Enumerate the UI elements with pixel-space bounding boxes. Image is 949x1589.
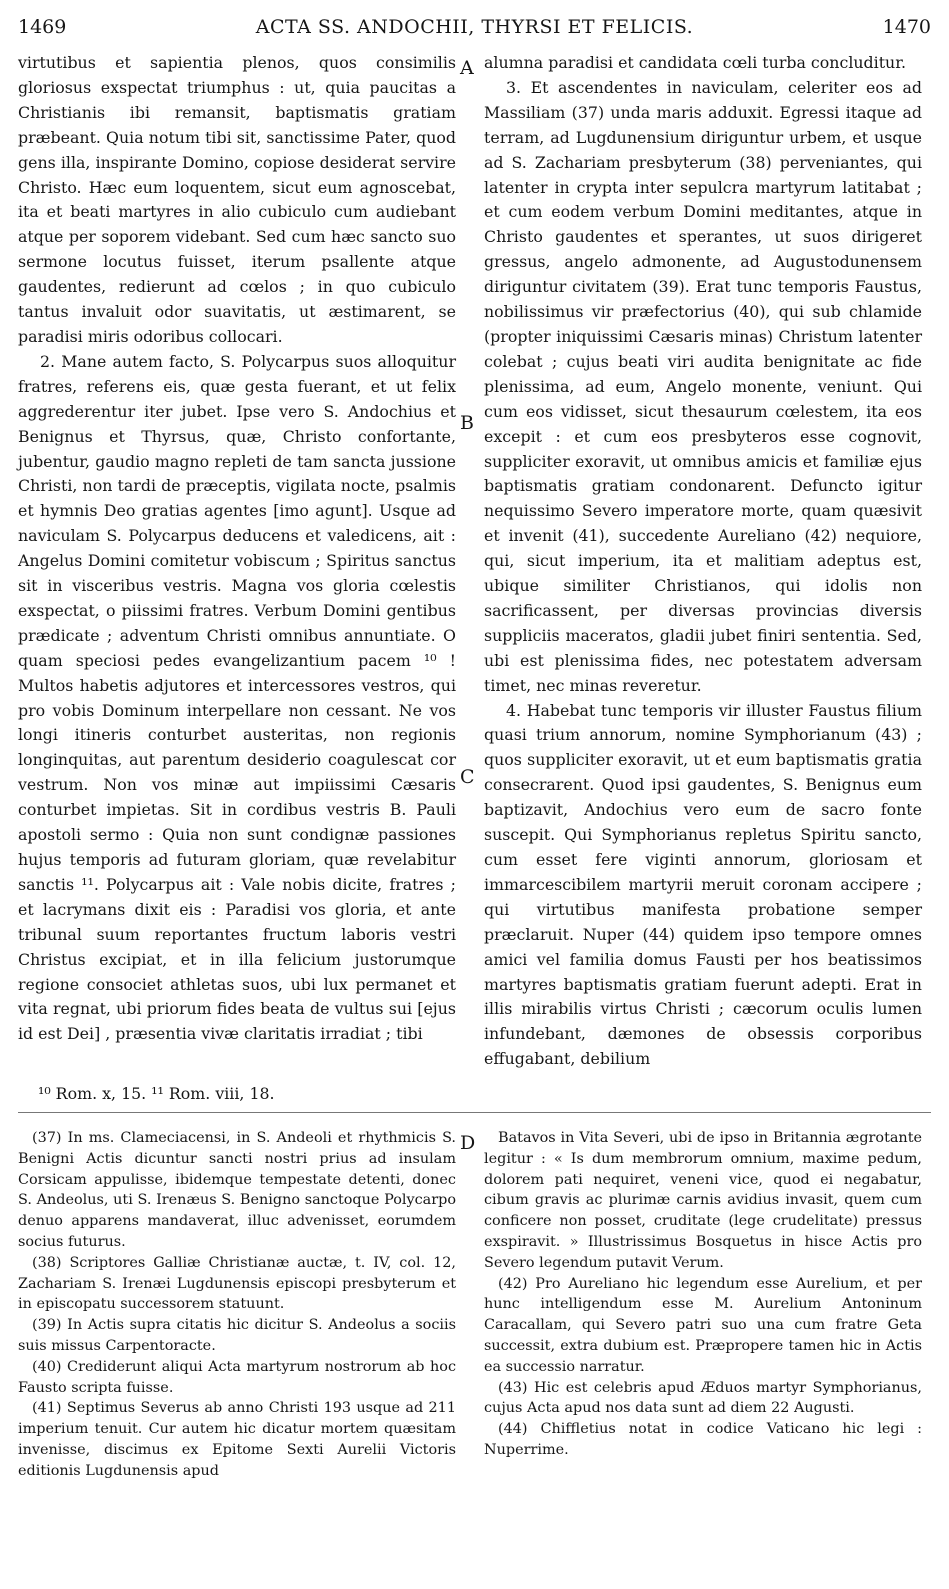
footnote-divider <box>18 1112 931 1113</box>
margin-marker-b: B <box>460 412 474 434</box>
footnote: (40) Crediderunt aliqui Acta martyrum nostrorum ab hoc Fausto scripta fuisse. <box>18 1358 456 1396</box>
footnote: (43) Hic est celebris apud Æduos martyr Symphorianus, cujus Acta apud nos data sunt ad diem 22 Augusti. <box>484 1379 922 1417</box>
footnote: (38) Scriptores Galliæ Christianæ auctæ, t. IV, col. 12, Zachariam S. Irenæi Lugdunensis episcopi presbyterum et in episcopatu successorem statuunt. <box>18 1254 456 1313</box>
paragraph: 4. Habebat tunc temporis vir illuster Faustus filium quasi trium annorum, nomine Symphorianum (43) ; quos suppliciter exoravit, ut et eum baptismatis gratia consecrarent. Quod ipsi gaudentes, S. Benignus eum baptizavit, Andochius vero eum de sacro fonte suscepit. Qui Symphorianus repletus Spiritu sancto, cum esset fere viginti annorum, gloriosam et immarcescibilem martyrii meruit coronam accipere ; qui virtutibus manifesta probatione semper præclaruit. Nuper (44) quidem ipso tempore omnes amici vel familia domus Fausti per hos beatissimos martyres baptismatis gratiam fuerunt adepti. Erat in illis mirabilis virtus Christi ; cæcorum oculis lumen infundebant, dæmones de obsessis corporibus effugabant, debilium <box>484 700 922 1069</box>
running-title: ACTA SS. ANDOCHII, THYRSI ET FELICIS. <box>255 16 694 38</box>
footnote: (37) In ms. Clameciacensi, in S. Andeoli et rhythmicis S. Benigni Actis dicuntur sancti nostri prius ad insulam Corsicam appulisse, ibidemque tempestate detenti, donec S. Andeolus, uti S. Irenæus S. Benigno sanctoque Polycarpo denuo apparens mandaverat, illuc advenisset, eorumdem socius futurus. <box>18 1130 456 1250</box>
scripture-references: ¹⁰ Rom. x, 15. ¹¹ Rom. viii, 18. <box>38 1084 275 1103</box>
footnotes-left <box>18 1128 456 1482</box>
footnotes-right <box>484 1128 922 1461</box>
footnote: Batavos in Vita Severi, ubi de ipso in Britannia ægrotante legitur : « Is dum membrorum omnium, maxime pedum, dolorem pati nequiret, veneni vice, quod ei negabatur, cibum gravis ac plurimæ carnis avidius invasit, quem cum conficere non posset, cruditate (lege crudelitate) pressus exspiravit. » Illustrissimus Bosquetus in hisce Actis pro Severo legendum putavit Verum. <box>484 1130 922 1271</box>
page-number-left: 1469 <box>18 16 67 38</box>
paragraph: alumna paradisi et candidata cœli turba concluditur. <box>484 53 907 72</box>
paragraph: 3. Et ascendentes in naviculam, celeriter eos ad Massiliam (37) unda maris adduxit. Egressi itaque ad terram, ad Lugdunensium diriguntur urbem, et usque ad S. Zachariam presbyterum (38) perveniantes, qui latenter in crypta inter sepulcra martyrum latitabat ; et cum eodem verbum Domini meditantes, atque in Christo gaudentes et sperantes, ut suos dirigeret gressus, angelo admonente, ad Augustodunensem diriguntur civitatem (39). Erat tunc temporis Faustus, nobilissimus vir præfectorius (40), qui sub chlamide (propter iniquissimi Cæsaris minas) Christum latenter colebat ; cujus beati viri audita benignitate ac fide plenissima, ad eum, Angelo monente, veniunt. Qui cum eos vidisset, sicut thesaurum cœlestem, ita eos excepit : et cum eos presbyteros esse cognovit, suppliciter exoravit, ut omnibus amicis et familiæ ejus baptismatis gratiam condonarent. Defuncto igitur nequissimo Severo imperatore morte, quam quæsivit et invenit (41), succedente Aureliano (42) nequiore, qui, sicut imperium, ita et malitiam adeptus est, ubique similiter Christianos, qui idolis non sacrificassent, per diversas provincias diversis suppliciis maceratos, gladii jubet finiri sententia. Sed, ubi est plenissima fides, nec potestatem adversam timet, nec minas reveretur. <box>484 77 922 695</box>
body-column-right <box>484 51 922 1072</box>
margin-marker-d: D <box>460 1132 476 1154</box>
margin-marker-a: A <box>460 57 474 79</box>
footnote: (39) In Actis supra citatis hic dicitur S. Andeolus a sociis suis missus Carpentoracte. <box>18 1317 456 1354</box>
running-header <box>18 14 931 42</box>
footnote: (41) Septimus Severus ab anno Christi 193 usque ad 211 imperium tenuit. Cur autem hic dicatur mortem quæsitam invenisse, discimus ex Epitome Sexti Aurelii Victoris editionis Lugdunensis apud <box>18 1400 456 1479</box>
page-number-right: 1470 <box>882 16 931 38</box>
paragraph: virtutibus et sapientia plenos, quos consimilis gloriosus exspectat triumphus : ut, quia paucitas a Christianis ibi remansit, baptismatis gratiam præbeant. Quia notum tibi sit, sanctissime Pater, quod gens illa, inspirante Domino, copiose desiderat servire Christo. Hæc eum loquentem, sicut eum agnoscebat, ita et beati martyres in alio cubiculo cum audiebant atque per soporem videbant. Sed cum hæc sancto suo sermone locutus fuisset, iterum psallente atque gaudentes, redierunt ad cœlos ; in quo cubiculo tantus invaluit odor suavitatis, ut æstimarent, se paradisi miris odoribus collocari. <box>18 53 456 346</box>
body-column-left <box>18 51 456 1047</box>
footnote: (44) Chiffletius notat in codice Vaticano hic legi : Nuperrime. <box>484 1421 922 1458</box>
margin-marker-c: C <box>460 766 475 788</box>
paragraph: 2. Mane autem facto, S. Polycarpus suos alloquitur fratres, referens eis, quæ gesta fuerant, et ut felix aggrederentur iter jubet. Ipse vero S. Andochius et Benignus et Thyrsus, quæ, Christo confortante, jubentur, gaudio magno repleti de tam sancta jussione Christi, non tardi de præceptis, vigilata nocte, psalmis et hymnis Deo gratias agentes [imo agunt]. Usque ad naviculam S. Polycarpus deducens et valedicens, ait : Angelus Domini comitetur vobiscum ; Spiritus sanctus sit in visceribus vestris. Magna vos gloria cœlestis exspectat, o piissimi fratres. Verbum Domini gentibus prædicate ; adventum Christi omnibus annuntiate. O quam speciosi pedes evangelizantium pacem ¹⁰ ! Multos habetis adjutores et intercessores vestros, qui pro vobis Dominum interpellare non cessant. Ne vos longi itineris conturbet austeritas, non regionis longinquitas, aut parentum desiderio coagulescat cor vestrum. Non vos minæ aut impiissimi Cæsaris conturbet impietas. Sit in cordibus vestris B. Pauli apostoli sermo : Quia non sunt condignæ passiones hujus temporis ad futuram gloriam, quæ revelabitur sanctis ¹¹. Polycarpus ait : Vale nobis dicite, fratres ; et lacrymans dixit eis : Paradisi vos gloria, et ante tribunal suum reportantes fructum laboris vestri Christus excipiat, et in illa felicium justorumque regione consociet athletas suos, ubi lux permanet et vita regnat, ubi priorum fides beata de vultus sui [ejus id est Dei] , præsentia vivæ claritatis irradiat ; tibi <box>18 351 456 1044</box>
footnote: (42) Pro Aureliano hic legendum esse Aurelium, et per hunc intelligendum esse M. Aurelium Antoninum Caracallam, qui Severo patri suo una cum fratre Geta successit, extra dubium est. Præpropere tamen hic in Actis ea successio narratur. <box>484 1275 922 1375</box>
